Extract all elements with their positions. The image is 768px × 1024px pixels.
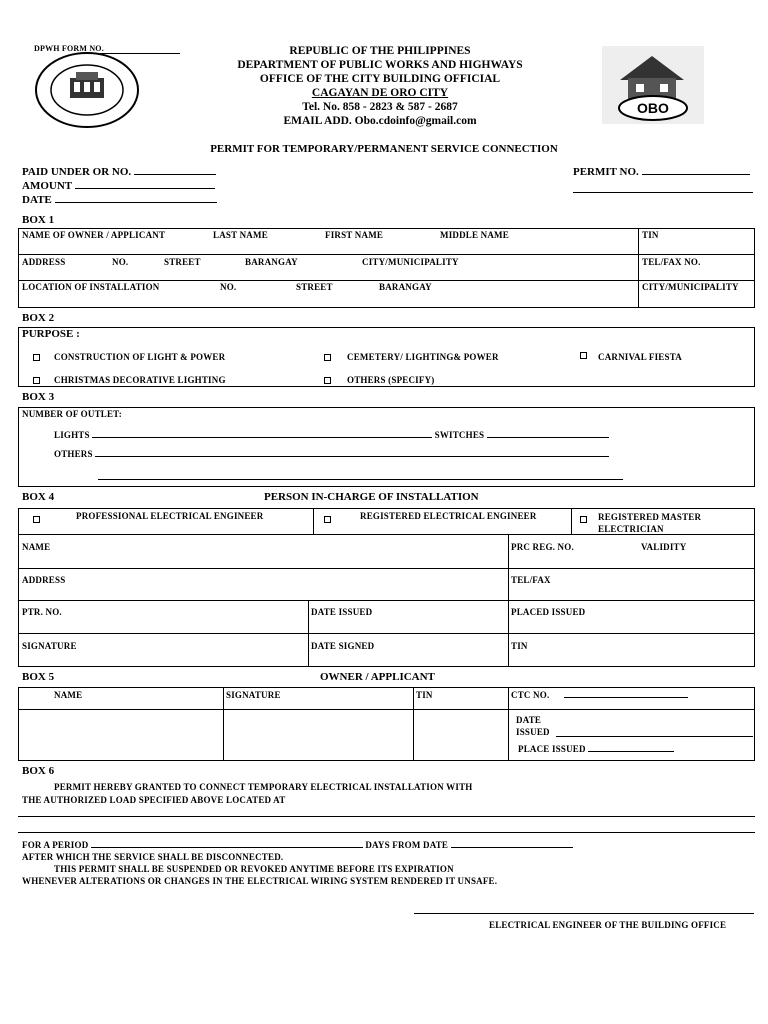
- form-number-label: DPWH FORM NO.: [34, 44, 104, 53]
- permit-no-line-2[interactable]: [573, 192, 753, 193]
- box2-label: BOX 2: [22, 312, 55, 324]
- carnival-label: CARNIVAL FIESTA: [598, 352, 682, 362]
- address-label: ADDRESS: [22, 257, 66, 267]
- owner-tin-label: TIN: [642, 230, 659, 240]
- registered-engineer-checkbox[interactable]: [324, 516, 331, 523]
- construction-checkbox[interactable]: [33, 354, 40, 361]
- svg-text:OBO: OBO: [637, 100, 669, 116]
- date-field[interactable]: [55, 202, 217, 203]
- disconnected-text: AFTER WHICH THE SERVICE SHALL BE DISCONNECTED.: [22, 852, 284, 862]
- city-seal: [32, 50, 142, 130]
- days-from-label: DAYS FROM DATE: [365, 840, 449, 850]
- days-from-field[interactable]: [451, 847, 573, 848]
- tel-fax-label: TEL/FAX NO.: [642, 257, 701, 267]
- authorized-load-text: THE AUTHORIZED LOAD SPECIFIED ABOVE LOCATED AT: [22, 795, 286, 805]
- master-electrician-label: REGISTERED MASTER ELECTRICIAN: [598, 512, 702, 534]
- prc-reg-label: PRC REG. NO.: [511, 542, 574, 552]
- header-department: DEPARTMENT OF PUBLIC WORKS AND HIGHWAYS: [237, 59, 523, 71]
- cemetery-checkbox[interactable]: [324, 354, 331, 361]
- validity-label: VALIDITY: [641, 542, 687, 552]
- applicant-tin-label: TIN: [416, 690, 433, 700]
- date-label: DATE: [22, 194, 52, 206]
- period-label: FOR A PERIOD: [22, 840, 89, 850]
- address-street-label: STREET: [164, 257, 201, 267]
- address-barangay-label: BARANGAY: [245, 257, 298, 267]
- christmas-label: CHRISTMAS DECORATIVE LIGHTING: [54, 375, 226, 385]
- master-electrician-checkbox[interactable]: [580, 516, 587, 523]
- location-line-1[interactable]: [18, 816, 755, 817]
- header-email: EMAIL ADD. Obo.cdoinfo@gmail.com: [283, 115, 477, 127]
- purpose-label: PURPOSE :: [22, 328, 80, 340]
- last-name-label: LAST NAME: [213, 230, 268, 240]
- permit-no-field[interactable]: [642, 174, 750, 175]
- others-specify-label: OTHERS (SPECIFY): [347, 375, 435, 385]
- paid-under-field[interactable]: [134, 174, 216, 175]
- place-issued-label: PLACE ISSUED: [518, 744, 586, 754]
- registered-engineer-label: REGISTERED ELECTRICAL ENGINEER: [360, 511, 537, 521]
- box3-label: BOX 3: [22, 391, 55, 403]
- lights-label: LIGHTS: [54, 430, 90, 440]
- location-label: LOCATION OF INSTALLATION: [22, 282, 160, 292]
- form-title: PERMIT FOR TEMPORARY/PERMANENT SERVICE CONNECTION: [210, 143, 558, 155]
- professional-engineer-checkbox[interactable]: [33, 516, 40, 523]
- box5-title: OWNER / APPLICANT: [320, 671, 435, 683]
- others-label: OTHERS: [54, 449, 93, 459]
- others-checkbox[interactable]: [324, 377, 331, 384]
- header-city: CAGAYAN DE ORO CITY: [311, 87, 449, 99]
- amount-field[interactable]: [75, 188, 215, 189]
- permit-granted-text: PERMIT HEREBY GRANTED TO CONNECT TEMPORARY ELECTRICAL INSTALLATION WITH: [54, 782, 473, 792]
- cemetery-label: CEMETERY/ LIGHTING& POWER: [347, 352, 499, 362]
- placed-issued-label: PLACED ISSUED: [511, 607, 586, 617]
- others-field[interactable]: [95, 456, 609, 457]
- first-name-label: FIRST NAME: [325, 230, 384, 240]
- applicant-date-issued-label: DATE ISSUED: [516, 715, 550, 737]
- date-issued-label: DATE ISSUED: [311, 607, 373, 617]
- place-issued-field[interactable]: [588, 751, 674, 752]
- box5-label: BOX 5: [22, 671, 55, 683]
- address-city-label: CITY/MUNICIPALITY: [362, 257, 459, 267]
- header-office: OFFICE OF THE CITY BUILDING OFFICIAL: [259, 73, 501, 85]
- box1-table: [18, 228, 755, 308]
- others-field-line-2[interactable]: [98, 479, 623, 480]
- location-barangay-label: BARANGAY: [379, 282, 432, 292]
- amount-label: AMOUNT: [22, 180, 72, 192]
- ctc-no-label: CTC NO.: [511, 690, 550, 700]
- carnival-checkbox[interactable]: [580, 352, 587, 359]
- address-no-label: NO.: [112, 257, 129, 267]
- owner-name-label: NAME OF OWNER / APPLICANT: [22, 230, 166, 240]
- location-street-label: STREET: [296, 282, 333, 292]
- applicant-date-issued-field[interactable]: [556, 736, 753, 737]
- location-city-label: CITY/MUNICIPALITY: [642, 282, 739, 292]
- applicant-name-label: NAME: [54, 690, 83, 700]
- professional-engineer-label: PROFESSIONAL ELECTRICAL ENGINEER: [76, 511, 264, 521]
- box3-frame: [18, 407, 755, 487]
- applicant-signature-label: SIGNATURE: [226, 690, 281, 700]
- alterations-text: WHENEVER ALTERATIONS OR CHANGES IN THE ELECTRICAL WIRING SYSTEM RENDERED IT UNSAFE.: [22, 876, 498, 886]
- period-field[interactable]: [91, 847, 363, 848]
- obo-logo: [602, 46, 704, 124]
- building-engineer-label: ELECTRICAL ENGINEER OF THE BUILDING OFFICE: [489, 920, 727, 930]
- box4-label: BOX 4: [22, 491, 55, 503]
- engineer-signature-line[interactable]: [414, 913, 754, 914]
- christmas-checkbox[interactable]: [33, 377, 40, 384]
- header-telephone: Tel. No. 858 - 2823 & 587 - 2687: [302, 101, 458, 113]
- construction-label: CONSTRUCTION OF LIGHT & POWER: [54, 352, 226, 362]
- ctc-no-field[interactable]: [564, 697, 688, 698]
- switches-label: SWITCHES: [434, 430, 485, 440]
- location-line-2[interactable]: [18, 832, 755, 833]
- suspended-text: THIS PERMIT SHALL BE SUSPENDED OR REVOKED ANYTIME BEFORE ITS EXPIRATION: [54, 864, 454, 874]
- middle-name-label: MIDDLE NAME: [440, 230, 509, 240]
- engineer-address-label: ADDRESS: [22, 575, 66, 585]
- box4-title: PERSON IN-CHARGE OF INSTALLATION: [264, 491, 479, 503]
- paid-under-label: PAID UNDER OR NO.: [22, 166, 132, 178]
- switches-field[interactable]: [487, 437, 609, 438]
- ptr-no-label: PTR. NO.: [22, 607, 62, 617]
- engineer-telfax-label: TEL/FAX: [511, 575, 551, 585]
- date-signed-label: DATE SIGNED: [311, 641, 375, 651]
- engineer-name-label: NAME: [22, 542, 51, 552]
- engineer-tin-label: TIN: [511, 641, 528, 651]
- box1-label: BOX 1: [22, 214, 55, 226]
- engineer-signature-label: SIGNATURE: [22, 641, 77, 651]
- header-republic: REPUBLIC OF THE PHILIPPINES: [289, 45, 471, 57]
- location-no-label: NO.: [220, 282, 237, 292]
- box6-label: BOX 6: [22, 765, 55, 777]
- permit-no-label: PERMIT NO.: [573, 166, 639, 178]
- lights-field[interactable]: [92, 437, 432, 438]
- outlet-label: NUMBER OF OUTLET:: [22, 409, 122, 419]
